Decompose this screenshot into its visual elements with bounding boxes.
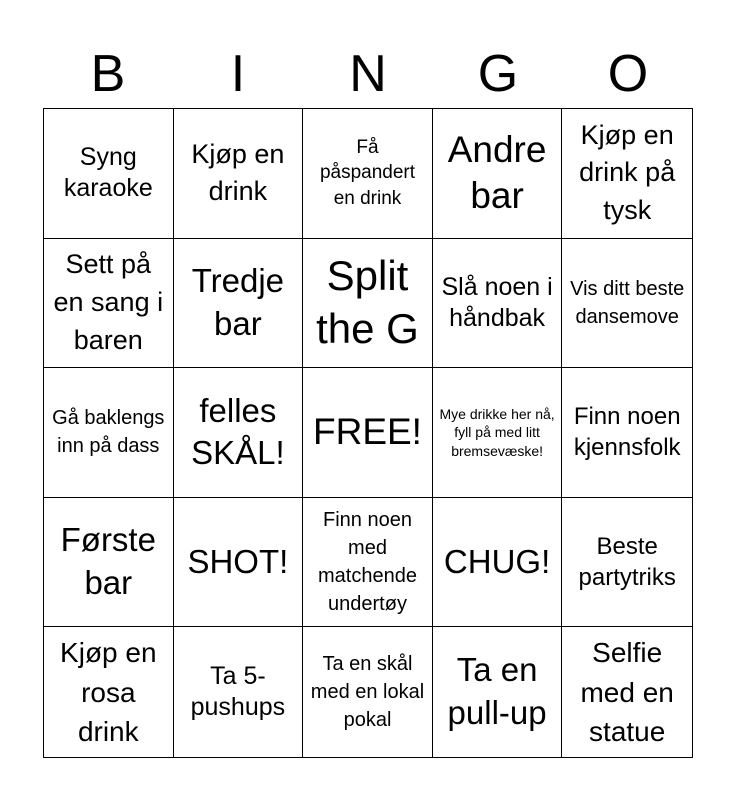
- header-letter-i: I: [230, 45, 246, 103]
- bingo-cell[interactable]: Kjøp en drink på tysk: [562, 109, 692, 239]
- header-letter-o: O: [607, 45, 649, 103]
- bingo-cell[interactable]: felles SKÅL!: [174, 368, 304, 498]
- bingo-cell[interactable]: Vis ditt beste dansemove: [562, 239, 692, 369]
- bingo-cell[interactable]: Split the G: [303, 239, 433, 369]
- bingo-cell[interactable]: Slå noen i håndbak: [433, 239, 563, 369]
- bingo-cell[interactable]: Gå baklengs inn på dass: [44, 368, 174, 498]
- header-letter-g: G: [477, 45, 519, 103]
- bingo-cell[interactable]: Andre bar: [433, 109, 563, 239]
- bingo-cell[interactable]: Tredje bar: [174, 239, 304, 369]
- bingo-cell[interactable]: Selfie med en statue: [580, 637, 674, 747]
- bingo-cell[interactable]: Syng karaoke: [44, 109, 174, 239]
- header-letter-n: N: [349, 45, 387, 103]
- bingo-cell[interactable]: Ta en skål med en lokal pokal: [303, 627, 433, 757]
- header-letter-b: B: [90, 45, 126, 103]
- bingo-cell[interactable]: CHUG!: [433, 498, 563, 628]
- bingo-cell[interactable]: Ta en pull-up: [433, 627, 563, 757]
- bingo-board: [43, 108, 693, 758]
- free-space-cell[interactable]: FREE!: [303, 368, 433, 498]
- bingo-cell[interactable]: Kjøp en drink: [174, 109, 304, 239]
- bingo-cell[interactable]: Finn noen med matchende undertøy: [303, 498, 433, 628]
- bingo-cell[interactable]: Få påspandert en drink: [303, 109, 433, 239]
- bingo-cell[interactable]: Beste partytriks: [562, 498, 692, 628]
- bingo-cell[interactable]: Første bar: [44, 498, 174, 628]
- bingo-cell[interactable]: Finn noen kjennsfolk: [562, 368, 692, 498]
- bingo-cell[interactable]: Mye drikke her nå, fyll på med litt bremsevæske!: [433, 368, 563, 498]
- bingo-cell[interactable]: Sett på en sang i baren: [44, 239, 174, 369]
- bingo-cell[interactable]: SHOT!: [174, 498, 304, 628]
- bingo-cell[interactable]: Ta 5-pushups: [174, 627, 304, 757]
- bingo-cell[interactable]: Kjøp en rosa drink: [44, 627, 174, 757]
- bingo-header: [43, 40, 693, 108]
